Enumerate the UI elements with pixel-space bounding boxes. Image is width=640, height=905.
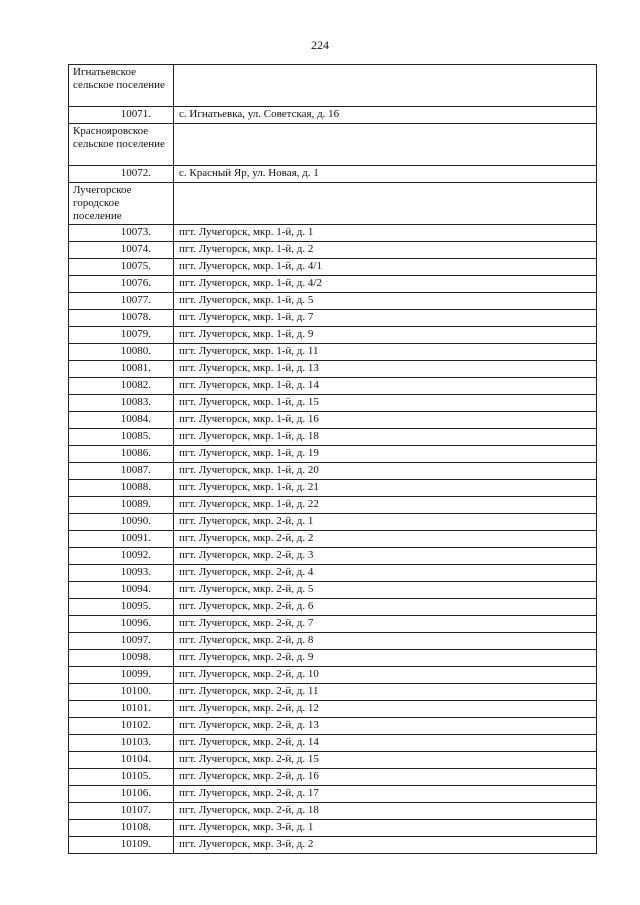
- table-row: [69, 344, 597, 361]
- row-address: пгт. Лучегорск, мкр. 1-й, д. 4/2: [174, 276, 597, 293]
- empty-cell: [174, 183, 597, 225]
- row-number: 10073.: [69, 225, 174, 242]
- row-number: 10072.: [69, 166, 174, 183]
- address-table-body: [69, 65, 597, 854]
- row-number: 10085.: [69, 429, 174, 446]
- row-number: 10105.: [69, 769, 174, 786]
- row-address: пгт. Лучегорск, мкр. 1-й, д. 11: [174, 344, 597, 361]
- row-number: 10103.: [69, 735, 174, 752]
- row-number: 10094.: [69, 582, 174, 599]
- row-number: 10098.: [69, 650, 174, 667]
- row-address: пгт. Лучегорск, мкр. 2-й, д. 16: [174, 769, 597, 786]
- row-address: пгт. Лучегорск, мкр. 2-й, д. 15: [174, 752, 597, 769]
- table-group-row: [69, 124, 597, 166]
- row-number: 10109.: [69, 837, 174, 854]
- row-address: пгт. Лучегорск, мкр. 2-й, д. 9: [174, 650, 597, 667]
- row-address: пгт. Лучегорск, мкр. 1-й, д. 4/1: [174, 259, 597, 276]
- row-address: пгт. Лучегорск, мкр. 1-й, д. 14: [174, 378, 597, 395]
- row-number: 10099.: [69, 667, 174, 684]
- row-number: 10083.: [69, 395, 174, 412]
- address-table: [68, 64, 597, 854]
- row-number: 10080.: [69, 344, 174, 361]
- table-row: [69, 820, 597, 837]
- row-number: 10089.: [69, 497, 174, 514]
- row-address: пгт. Лучегорск, мкр. 1-й, д. 15: [174, 395, 597, 412]
- empty-cell: [174, 124, 597, 166]
- page-number: 224: [311, 38, 329, 52]
- table-row: [69, 327, 597, 344]
- table-row: [69, 446, 597, 463]
- table-row: [69, 361, 597, 378]
- row-number: 10076.: [69, 276, 174, 293]
- row-number: 10082.: [69, 378, 174, 395]
- row-address: пгт. Лучегорск, мкр. 1-й, д. 2: [174, 242, 597, 259]
- row-address: пгт. Лучегорск, мкр. 3-й, д. 1: [174, 820, 597, 837]
- row-address: пгт. Лучегорск, мкр. 2-й, д. 18: [174, 803, 597, 820]
- row-address: пгт. Лучегорск, мкр. 1-й, д. 9: [174, 327, 597, 344]
- table-row: [69, 548, 597, 565]
- table-row: [69, 786, 597, 803]
- row-address: пгт. Лучегорск, мкр. 2-й, д. 10: [174, 667, 597, 684]
- row-address: пгт. Лучегорск, мкр. 2-й, д. 17: [174, 786, 597, 803]
- table-row: [69, 633, 597, 650]
- row-number: 10097.: [69, 633, 174, 650]
- row-number: 10081.: [69, 361, 174, 378]
- row-number: 10079.: [69, 327, 174, 344]
- row-number: 10093.: [69, 565, 174, 582]
- table-row: [69, 837, 597, 854]
- table-row: [69, 701, 597, 718]
- table-row: [69, 310, 597, 327]
- table-row: [69, 684, 597, 701]
- table-row: [69, 735, 597, 752]
- row-address: пгт. Лучегорск, мкр. 1-й, д. 18: [174, 429, 597, 446]
- table-row: [69, 769, 597, 786]
- row-address: пгт. Лучегорск, мкр. 2-й, д. 12: [174, 701, 597, 718]
- row-number: 10091.: [69, 531, 174, 548]
- row-number: 10074.: [69, 242, 174, 259]
- empty-cell: [174, 65, 597, 107]
- row-number: 10088.: [69, 480, 174, 497]
- row-address: пгт. Лучегорск, мкр. 1-й, д. 21: [174, 480, 597, 497]
- settlement-name: Краснояровское сельское поселение: [69, 124, 174, 166]
- table-group-row: [69, 183, 597, 225]
- row-number: 10087.: [69, 463, 174, 480]
- row-address: пгт. Лучегорск, мкр. 2-й, д. 3: [174, 548, 597, 565]
- table-row: [69, 667, 597, 684]
- table-row: [69, 752, 597, 769]
- table-row: [69, 276, 597, 293]
- table-row: [69, 166, 597, 183]
- row-number: 10108.: [69, 820, 174, 837]
- row-address: пгт. Лучегорск, мкр. 2-й, д. 1: [174, 514, 597, 531]
- row-number: 10102.: [69, 718, 174, 735]
- row-address: пгт. Лучегорск, мкр. 2-й, д. 6: [174, 599, 597, 616]
- row-number: 10100.: [69, 684, 174, 701]
- table-row: [69, 378, 597, 395]
- row-number: 10106.: [69, 786, 174, 803]
- table-row: [69, 293, 597, 310]
- row-address: пгт. Лучегорск, мкр. 1-й, д. 19: [174, 446, 597, 463]
- row-address: пгт. Лучегорск, мкр. 1-й, д. 13: [174, 361, 597, 378]
- row-number: 10095.: [69, 599, 174, 616]
- row-address: пгт. Лучегорск, мкр. 2-й, д. 7: [174, 616, 597, 633]
- row-number: 10092.: [69, 548, 174, 565]
- table-row: [69, 412, 597, 429]
- row-number: 10090.: [69, 514, 174, 531]
- table-row: [69, 616, 597, 633]
- row-number: 10084.: [69, 412, 174, 429]
- row-address: пгт. Лучегорск, мкр. 2-й, д. 2: [174, 531, 597, 548]
- row-number: 10075.: [69, 259, 174, 276]
- row-address: пгт. Лучегорск, мкр. 1-й, д. 22: [174, 497, 597, 514]
- row-address: пгт. Лучегорск, мкр. 3-й, д. 2: [174, 837, 597, 854]
- table-row: [69, 599, 597, 616]
- table-row: [69, 242, 597, 259]
- table-row: [69, 531, 597, 548]
- table-row: [69, 395, 597, 412]
- table-row: [69, 718, 597, 735]
- table-row: [69, 225, 597, 242]
- table-row: [69, 463, 597, 480]
- row-number: 10077.: [69, 293, 174, 310]
- table-row: [69, 650, 597, 667]
- row-address: пгт. Лучегорск, мкр. 1-й, д. 20: [174, 463, 597, 480]
- row-address: с. Игнатьевка, ул. Советская, д. 16: [174, 107, 597, 124]
- row-number: 10078.: [69, 310, 174, 327]
- row-address: пгт. Лучегорск, мкр. 1-й, д. 16: [174, 412, 597, 429]
- settlement-name: Игнатьевское сельское поселение: [69, 65, 174, 107]
- row-number: 10086.: [69, 446, 174, 463]
- table-row: [69, 480, 597, 497]
- table-row: [69, 514, 597, 531]
- row-address: пгт. Лучегорск, мкр. 2-й, д. 4: [174, 565, 597, 582]
- row-address: пгт. Лучегорск, мкр. 1-й, д. 1: [174, 225, 597, 242]
- settlement-name: Лучегорское городское поселение: [69, 183, 174, 225]
- row-address: с. Красный Яр, ул. Новая, д. 1: [174, 166, 597, 183]
- table-row: [69, 497, 597, 514]
- table-row: [69, 582, 597, 599]
- row-number: 10104.: [69, 752, 174, 769]
- table-row: [69, 803, 597, 820]
- table-row: [69, 259, 597, 276]
- table-row: [69, 429, 597, 446]
- row-number: 10071.: [69, 107, 174, 124]
- table-row: [69, 565, 597, 582]
- row-address: пгт. Лучегорск, мкр. 2-й, д. 14: [174, 735, 597, 752]
- row-address: пгт. Лучегорск, мкр. 2-й, д. 5: [174, 582, 597, 599]
- row-address: пгт. Лучегорск, мкр. 2-й, д. 13: [174, 718, 597, 735]
- table-row: [69, 107, 597, 124]
- row-number: 10101.: [69, 701, 174, 718]
- row-number: 10107.: [69, 803, 174, 820]
- row-address: пгт. Лучегорск, мкр. 1-й, д. 5: [174, 293, 597, 310]
- row-address: пгт. Лучегорск, мкр. 1-й, д. 7: [174, 310, 597, 327]
- table-group-row: [69, 65, 597, 107]
- row-address: пгт. Лучегорск, мкр. 2-й, д. 8: [174, 633, 597, 650]
- row-address: пгт. Лучегорск, мкр. 2-й, д. 11: [174, 684, 597, 701]
- row-number: 10096.: [69, 616, 174, 633]
